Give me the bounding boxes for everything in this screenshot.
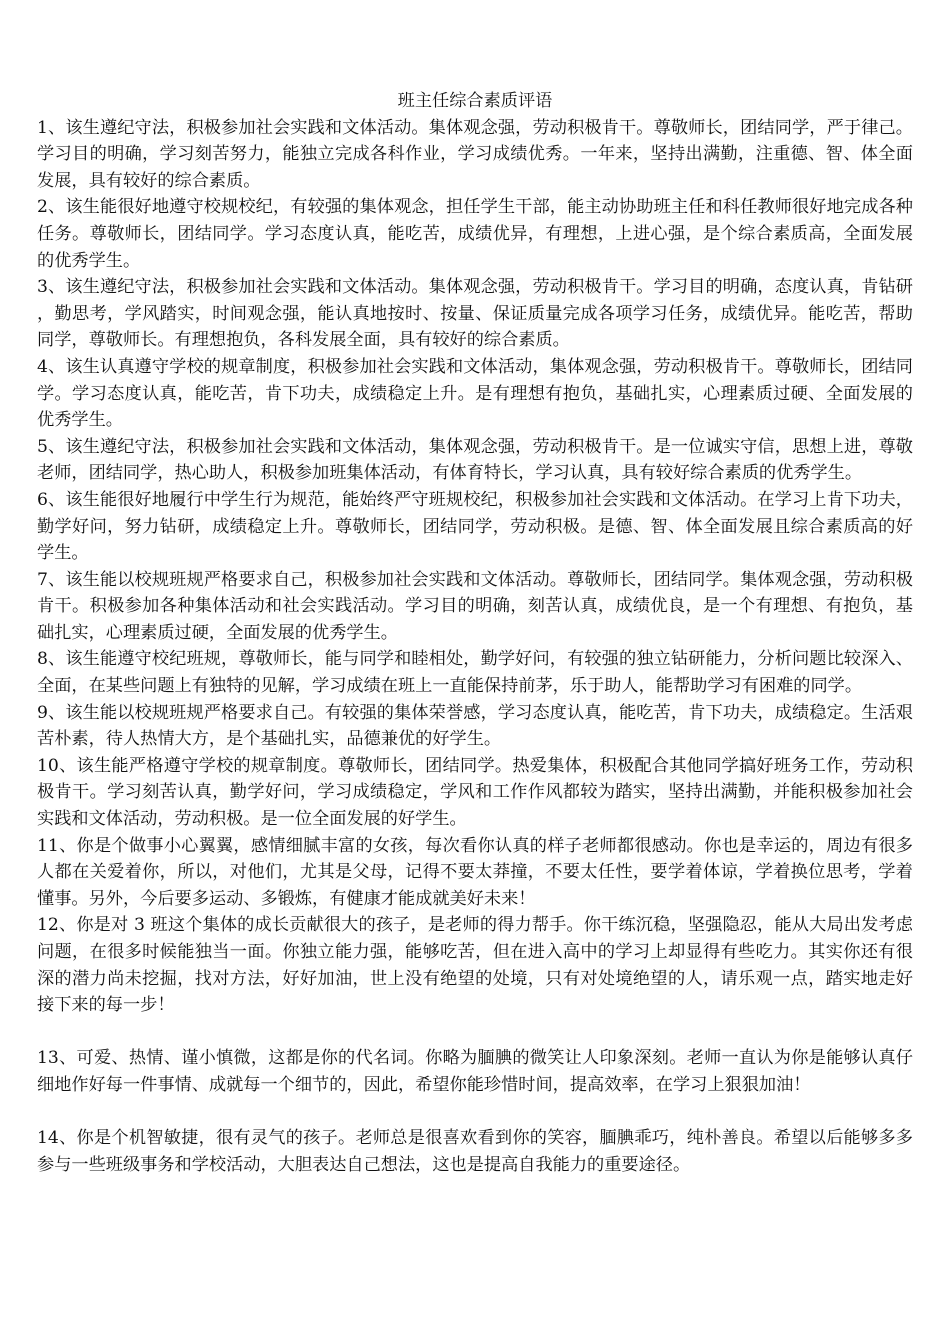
comment-paragraph-7: 7、该生能以校规班规严格要求自己，积极参加社会实践和文体活动。尊敬师长，团结同学。集体观念强，劳动积极肯干。积极参加各种集体活动和社会实践活动。学习目的明确，刻苦认真，成绩优良，是一个有理想、有抱负，基础扎实，心理素质过硬，全面发展的优秀学生。 — [37, 569, 913, 643]
comment-paragraph-4: 4、该生认真遵守学校的规章制度，积极参加社会实践和文体活动，集体观念强，劳动积极肯干。尊敬师长，团结同学。学习态度认真，能吃苦，肯下功夫，成绩稳定上升。是有理想有抱负，基础扎实，心理素质过硬、全面发展的优秀学生。 — [37, 356, 913, 431]
document-page — [37, 88, 913, 1178]
comment-paragraph-2: 2、该生能很好地遵守校规校纪，有较强的集体观念，担任学生干部，能主动协助班主任和科任教师很好地完成各种任务。尊敬师长，团结同学。学习态度认真，能吃苦，成绩优异，有理想，上进心强，是个综合素质高，全面发展的优秀学生。 — [37, 197, 913, 271]
comment-paragraph-9: 9、该生能以校规班规严格要求自己。有较强的集体荣誉感，学习态度认真，能吃苦，肯下功夫，成绩稳定。生活艰苦朴素，待人热情大方，是个基础扎实，品德兼优的好学生。 — [37, 702, 913, 750]
comment-paragraph-14: 14、你是个机智敏捷，很有灵气的孩子。老师总是很喜欢看到你的笑容，腼腆乖巧，纯朴善良。希望以后能够多多参与一些班级事务和学校活动，大胆表达自己想法，这也是提高自我能力的重要途径。 — [37, 1128, 913, 1175]
comment-paragraph-11: 11、你是个做事小心翼翼，感情细腻丰富的女孩，每次看你认真的样子老师都很感动。你也是幸运的，周边有很多人都在关爱着你，所以，对他们，尤其是父母，记得不要太莽撞，不要太任性，要学着体谅，学着换位思考，学着懂事。另外，今后要多运动、多锻炼，有健康才能成就美好未来！ — [37, 835, 913, 909]
comment-paragraph-8: 8、该生能遵守校纪班规，尊敬师长，能与同学和睦相处，勤学好问，有较强的独立钻研能力，分析问题比较深入、全面，在某些问题上有独特的见解，学习成绩在班上一直能保持前茅，乐于助人，能帮助学习有困难的同学。 — [37, 649, 913, 697]
comment-paragraph-1: 1、该生遵纪守法，积极参加社会实践和文体活动。集体观念强，劳动积极肯干。尊敬师长，团结同学，严于律己。学习目的明确，学习刻苦努力，能独立完成各科作业，学习成绩优秀。一年来，坚持出满勤，注重德、智、体全面发展，具有较好的综合素质。 — [37, 117, 913, 191]
comment-paragraph-5: 5、该生遵纪守法，积极参加社会实践和文体活动，集体观念强，劳动积极肯干。是一位诚实守信，思想上进，尊敬老师，团结同学，热心助人，积极参加班集体活动，有体育特长，学习认真，具有较好综合素质的优秀学生。 — [37, 436, 913, 484]
comment-paragraph-13: 13、可爱、热情、谨小慎微，这都是你的代名词。你略为腼腆的微笑让人印象深刻。老师一直认为你是能够认真仔细地作好每一件事情、成就每一个细节的，因此，希望你能珍惜时间，提高效率，在学习上狠狠加油！ — [37, 1048, 913, 1095]
comment-paragraph-6: 6、该生能很好地履行中学生行为规范，能始终严守班规校纪，积极参加社会实践和文体活动。在学习上肯下功夫，勤学好问，努力钻研，成绩稳定上升。尊敬师长，团结同学，劳动积极。是德、智、体全面发展且综合素质高的好学生。 — [37, 489, 913, 564]
comment-paragraph-12: 12、你是对 3 班这个集体的成长贡献很大的孩子，是老师的得力帮手。你干练沉稳，坚强隐忍，能从大局出发考虑问题，在很多时候能独当一面。你独立能力强，能够吃苦，但在进入高中的学习上却显得有些吃力。其实你还有很深的潜力尚未挖掘，找对方法，好好加油，世上没有绝望的处境，只有对处境绝望的人，请乐观一点，踏实地走好接下来的每一步！ — [37, 915, 913, 1016]
comment-paragraph-10: 10、该生能严格遵守学校的规章制度。尊敬师长，团结同学。热爱集体，积极配合其他同学搞好班务工作，劳动积极肯干。学习刻苦认真，勤学好问，学习成绩稳定，学风和工作作风都较为踏实，坚持出满勤，并能积极参加社会实践和文体活动，劳动积极。是一位全面发展的好学生。 — [37, 755, 913, 830]
document-title: 班主任综合素质评语 — [397, 91, 553, 111]
comment-paragraph-3: 3、该生遵纪守法，积极参加社会实践和文体活动。集体观念强，劳动积极肯干。学习目的明确，态度认真，肯钻研，勤思考，学风踏实，时间观念强，能认真地按时、按量、保证质量完成各项学习任务，成绩优异。能吃苦，帮助同学，尊敬师长。有理想抱负，各科发展全面，具有较好的综合素质。 — [37, 277, 913, 351]
